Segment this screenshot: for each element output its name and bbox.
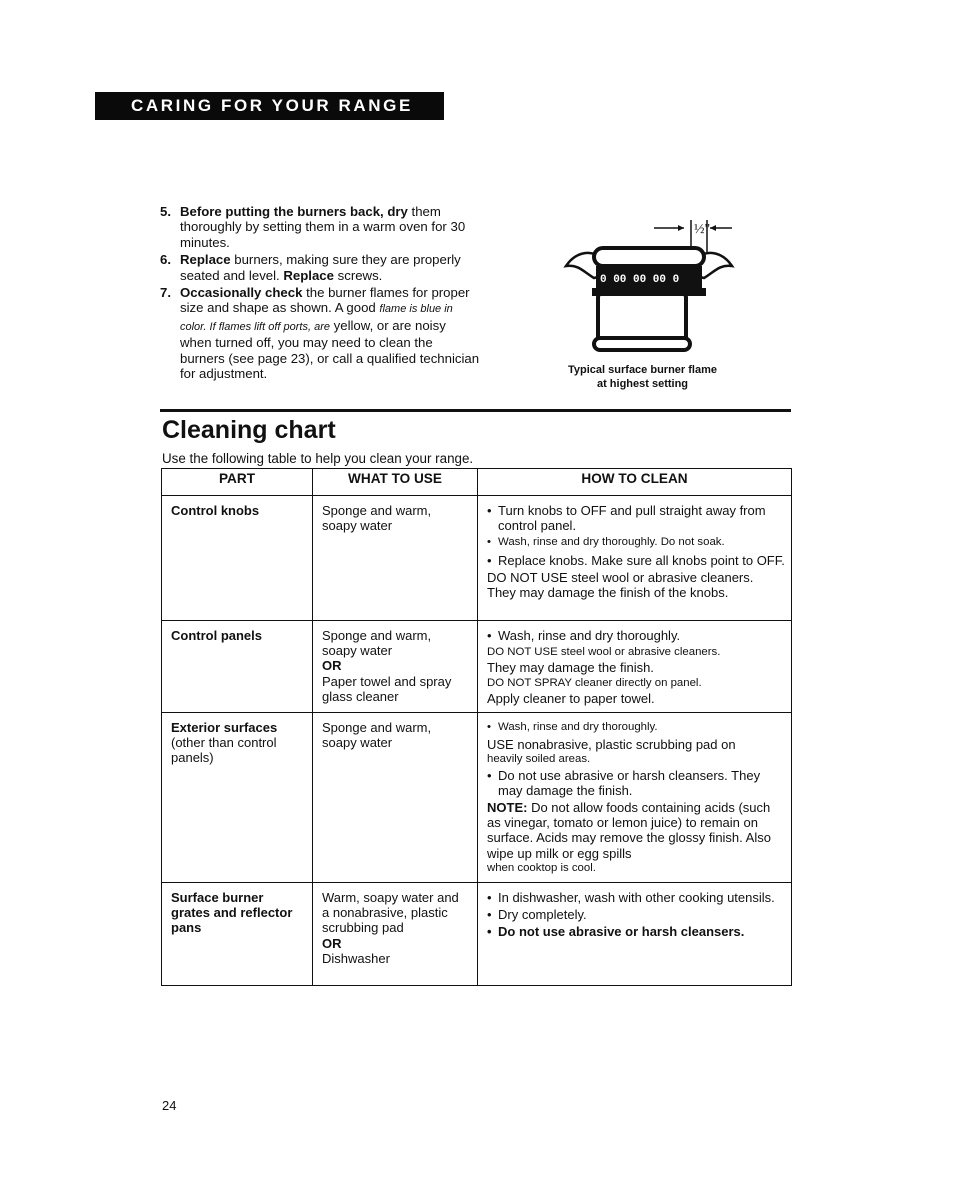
column-header-what-to-use: WHAT TO USE: [313, 469, 478, 496]
what-to-use-cell: [313, 883, 478, 986]
material-line: soapy water: [322, 518, 393, 534]
instruction-text: DO NOT SPRAY cleaner directly on panel.: [487, 676, 702, 689]
instruction-text: when cooktop is cool.: [487, 861, 596, 874]
instruction-bullet: • Wash, rinse and dry thoroughly.: [487, 720, 785, 735]
note-body: Do not allow foods containing acids (such as vinegar, tomato or lemon juice) to remain on surface. Acids may remove the glossy finish. Also wipe up milk or egg spills: [487, 800, 771, 861]
page-title: Cleaning chart: [162, 416, 336, 444]
burner-steps-list: [160, 204, 480, 383]
material-line: soapy water: [322, 735, 393, 751]
instruction-bullet: • Wash, rinse and dry thoroughly.: [487, 628, 785, 643]
step-small-text: flame is blue in color. If flames lift off ports, are: [180, 303, 453, 333]
or-separator: OR: [322, 935, 342, 951]
instruction-bullet: • Replace knobs. Make sure all knobs point to OFF.: [487, 553, 785, 568]
step-text: the burner flames for proper size and shape as shown. A good: [180, 285, 470, 316]
how-to-clean-cell: [478, 713, 792, 883]
instruction-text: They may damage the finish of the knobs.: [487, 585, 729, 601]
part-cell: [162, 883, 313, 986]
step-number: 5.: [160, 204, 171, 219]
what-to-use-cell: [313, 621, 478, 713]
step-text: burners, making sure they are properly seated and level.: [180, 252, 461, 283]
part-name: Control knobs: [171, 503, 260, 518]
step-bold-text: Replace: [283, 267, 334, 283]
section-divider: [160, 409, 791, 412]
part-name: Surface burner grates and reflector pans: [171, 890, 293, 936]
instruction-text: heavily soiled areas.: [487, 753, 591, 766]
instruction-bullet: • Turn knobs to OFF and pull straight away from control panel.: [487, 503, 785, 533]
how-to-clean-cell: [478, 496, 792, 621]
instruction-bullet: • Wash, rinse and dry thoroughly. Do not soak.: [487, 535, 785, 550]
instruction-text: USE nonabrasive, plastic scrubbing pad on: [487, 737, 736, 753]
instruction-bullet: • In dishwasher, wash with other cooking utensils.: [487, 890, 785, 905]
step-item: [160, 285, 480, 381]
note-label: NOTE:: [487, 800, 528, 816]
cleaning-chart-table: [161, 468, 792, 986]
table-header-row: [162, 469, 792, 496]
table-row: [162, 883, 792, 986]
instruction-text: DO NOT USE steel wool or abrasive cleaners.: [487, 646, 721, 659]
note-text: [487, 800, 785, 861]
intro-text: Use the following table to help you clean your range.: [162, 451, 474, 466]
figure-caption: [555, 363, 730, 391]
instruction-bullet: • Do not use abrasive or harsh cleansers.: [487, 924, 785, 939]
material-line: glass cleaner: [322, 688, 399, 704]
step-bold-text: Occasionally check: [180, 285, 303, 301]
material-line: Sponge and warm,: [322, 503, 432, 518]
material-line: Sponge and warm,: [322, 720, 432, 736]
step-number: 6.: [160, 252, 171, 268]
table-row: [162, 621, 792, 713]
table-body: [162, 496, 792, 986]
part-cell: [162, 496, 313, 621]
section-banner: CARING FOR YOUR RANGE: [95, 92, 444, 120]
what-to-use-cell: [313, 496, 478, 621]
part-note: (other than control panels): [171, 735, 277, 766]
column-header-how-to-clean: HOW TO CLEAN: [478, 469, 792, 496]
part-name: Exterior surfaces: [171, 720, 278, 736]
step-text: yellow, or are noisy when turned off, you may need to clean the burners (see page 23), or call a qualified technician for adjustment.: [180, 317, 480, 382]
instruction-bullet: • Do not use abrasive or harsh cleansers. They may damage the finish.: [487, 768, 785, 798]
part-cell: [162, 713, 313, 883]
how-to-clean-cell: [478, 883, 792, 986]
page-number: 24: [162, 1098, 177, 1113]
part-cell: [162, 621, 313, 713]
step-bold-text: Before putting the burners back, dry: [180, 204, 408, 219]
what-to-use-cell: [313, 713, 478, 883]
step-item: [160, 204, 480, 250]
step-item: [160, 252, 480, 283]
step-number: 7.: [160, 285, 171, 301]
instruction-text: Apply cleaner to paper towel.: [487, 690, 655, 706]
table-row: [162, 496, 792, 621]
step-bold-text: Replace: [180, 252, 231, 268]
column-header-part: PART: [162, 469, 313, 496]
material-line: soapy water: [322, 643, 393, 659]
material-line: Paper towel and spray: [322, 673, 452, 689]
material-line: a nonabrasive, plastic: [322, 905, 448, 921]
material-line: scrubbing pad: [322, 920, 404, 936]
caption-line: at highest setting: [596, 378, 689, 390]
step-text: them thoroughly by setting them in a warm oven for 30 minutes.: [180, 204, 466, 250]
instruction-text: They may damage the finish.: [487, 660, 654, 676]
part-name: Control panels: [171, 628, 263, 643]
table-row: [162, 713, 792, 883]
step-text: screws.: [333, 267, 383, 283]
or-separator: OR: [322, 658, 342, 674]
how-to-clean-cell: [478, 621, 792, 713]
flame-height-label: ½": [694, 222, 711, 237]
material-line: Sponge and warm,: [322, 628, 432, 643]
instruction-text: DO NOT USE steel wool or abrasive cleaners.: [487, 569, 754, 585]
material-line: Dishwasher: [322, 950, 390, 966]
svg-text:0 00 00 00 0: 0 00 00 00 0: [600, 274, 680, 286]
caption-line: Typical surface burner flame: [568, 364, 717, 376]
instruction-bullet: • Dry completely.: [487, 907, 785, 922]
material-line: Warm, soapy water and: [322, 890, 459, 906]
burner-flame-illustration: [560, 214, 740, 364]
